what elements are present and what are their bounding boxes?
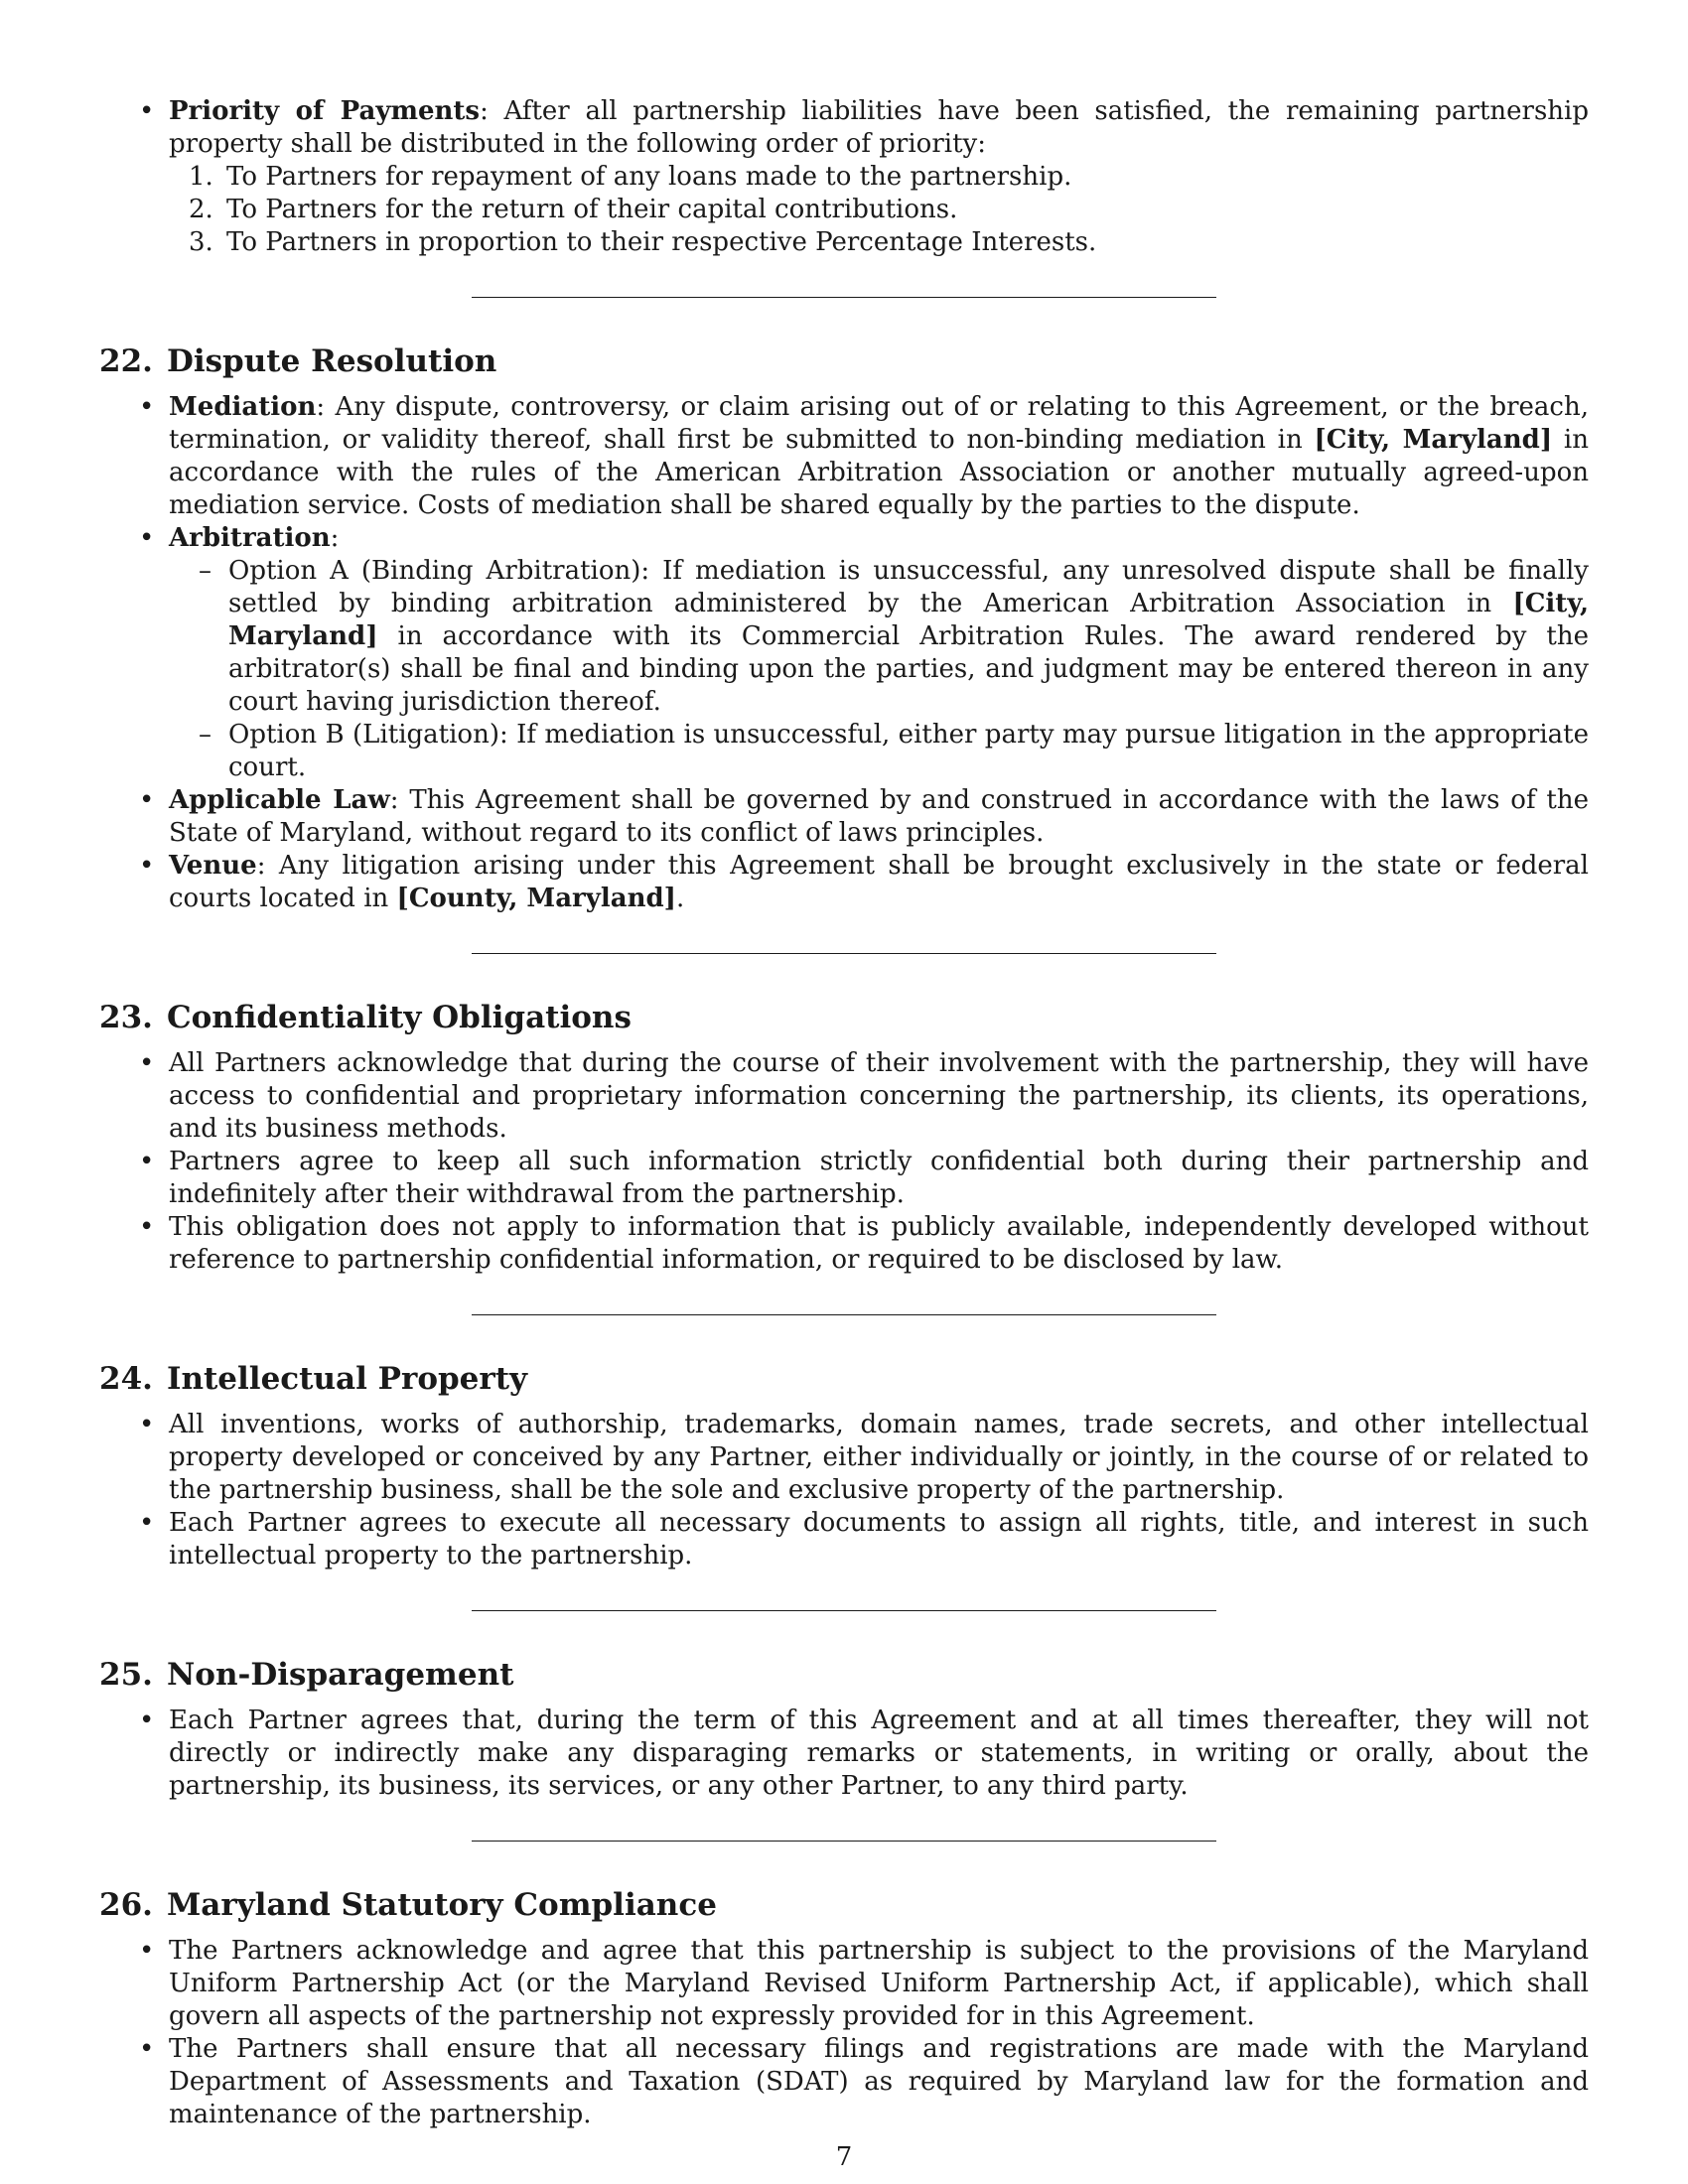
- section-25-list: [99, 1705, 1589, 1803]
- venue-text: : Any litigation arising under this Agreement shall be brought exclusively in the state or federal courts located in: [169, 851, 1589, 913]
- mediation-item: [99, 391, 1589, 522]
- option-a-text: Option A (Binding Arbitration): If mediation is unsuccessful, any unresolved dispute shall be finally settled by binding arbitration administered by the American Arbitration Association in: [228, 556, 1589, 618]
- section-25-heading: [99, 1655, 1589, 1695]
- section-number: 26.: [99, 1887, 153, 1923]
- list-item: • This obligation does not apply to information that is publicly available, independently developed without reference to partnership confidential information, or required to be disclosed by law.: [99, 1211, 1589, 1277]
- list-item: • All inventions, works of authorship, trademarks, domain names, trade secrets, and other intellectual property developed or conceived by any Partner, either individually or jointly, in the course of or related to the partnership business, shall be the sole and exclusive property of the partnership.: [99, 1409, 1589, 1507]
- section-title: Dispute Resolution: [166, 343, 497, 379]
- arbitration-item: [99, 522, 1589, 784]
- section-number: 25.: [99, 1657, 153, 1693]
- section-title: Intellectual Property: [166, 1361, 528, 1397]
- priority-text: : After all partnership liabilities have been satisfied, the remaining partnership property shall be distributed in the following order of priority:: [169, 96, 1590, 159]
- priority-order-item: [99, 161, 1589, 194]
- section-26-list: [99, 1935, 1589, 2131]
- city-placeholder: [City, Maryland]: [1314, 425, 1553, 455]
- applicable-law-item: [99, 784, 1589, 850]
- section-number: 22.: [99, 343, 153, 379]
- section-number: 23.: [99, 1000, 153, 1035]
- section-24-list: [99, 1409, 1589, 1572]
- venue-item: [99, 850, 1589, 915]
- section-title: Confidentiality Obligations: [166, 1000, 632, 1035]
- venue-text: .: [675, 884, 685, 913]
- arbitration-term: Arbitration: [169, 523, 331, 553]
- document-page: [99, 95, 1589, 2131]
- page-number: 7: [835, 2142, 853, 2172]
- section-number: 24.: [99, 1361, 153, 1397]
- section-24-heading: [99, 1359, 1589, 1399]
- section-title: Maryland Statutory Compliance: [166, 1887, 717, 1923]
- order-text: To Partners for repayment of any loans made to the partnership.: [226, 162, 1072, 192]
- list-item: • All Partners acknowledge that during the course of their involvement with the partnership, they will have access to confidential and proprietary information concerning the partnership, its clients, its operations, and its business methods.: [99, 1047, 1589, 1146]
- option-b: [99, 719, 1589, 784]
- priority-order-item: [99, 194, 1589, 226]
- priority-list: [99, 95, 1589, 161]
- order-text: To Partners for the return of their capital contributions.: [226, 195, 958, 224]
- option-a: [99, 555, 1589, 719]
- section-22-heading: [99, 341, 1589, 381]
- section-23-heading: [99, 998, 1589, 1037]
- section-divider: [472, 1314, 1216, 1315]
- arbitration-colon: :: [330, 523, 340, 553]
- section-23-list: [99, 1047, 1589, 1277]
- list-item: • Partners agree to keep all such information strictly confidential both during their partnership and indefinitely after their withdrawal from the partnership.: [99, 1146, 1589, 1211]
- priority-item: [99, 95, 1589, 161]
- section-divider: [472, 297, 1216, 298]
- option-b-text: Option B (Litigation): If mediation is unsuccessful, either party may pursue litigation in the appropriate court.: [228, 720, 1589, 782]
- option-a-text: in accordance with its Commercial Arbitration Rules. The award rendered by the arbitrator(s) shall be final and binding upon the parties, and judgment may be entered thereon in any court having jurisdiction thereof.: [228, 621, 1589, 717]
- order-number: 2.: [189, 195, 213, 224]
- order-text: To Partners in proportion to their respective Percentage Interests.: [226, 227, 1097, 257]
- priority-order-item: [99, 226, 1589, 259]
- section-divider: [472, 1610, 1216, 1611]
- law-text: : This Agreement shall be governed by and construed in accordance with the laws of the State of Maryland, without regard to its conflict of laws principles.: [169, 785, 1590, 848]
- mediation-text: in accordance with the rules of the American Arbitration Association or another mutually agreed-upon mediation service. Costs of mediation shall be shared equally by the parties to the dispute.: [169, 425, 1589, 520]
- priority-term: Priority of Payments: [169, 96, 481, 126]
- section-divider: [472, 1841, 1216, 1842]
- list-item: • Each Partner agrees that, during the term of this Agreement and at all times thereafter, they will not directly or indirectly make any disparaging remarks or statements, in writing or orally, about the partnership, its business, its services, or any other Partner, to any third party.: [99, 1705, 1589, 1803]
- law-term: Applicable Law: [169, 785, 390, 815]
- county-placeholder: [County, Maryland]: [396, 884, 676, 913]
- venue-term: Venue: [169, 851, 257, 881]
- list-item: • The Partners acknowledge and agree that this partnership is subject to the provisions of the Maryland Uniform Partnership Act (or the Maryland Revised Uniform Partnership Act, if applicable), which shall govern all aspects of the partnership not expressly provided for in this Agreement.: [99, 1935, 1589, 2033]
- section-divider: [472, 953, 1216, 954]
- priority-order-list: [99, 161, 1589, 259]
- section-title: Non-Disparagement: [166, 1657, 514, 1693]
- arbitration-options: [169, 555, 1589, 784]
- city-placeholder: [City, Maryland]: [228, 589, 1589, 651]
- list-item: • Each Partner agrees to execute all necessary documents to assign all rights, title, and interest in such intellectual property to the partnership.: [99, 1507, 1589, 1572]
- list-item: • The Partners shall ensure that all necessary filings and registrations are made with the Maryland Department of Assessments and Taxation (SDAT) as required by Maryland law for the formation and maintenance of the partnership.: [99, 2033, 1589, 2131]
- mediation-term: Mediation: [169, 392, 317, 422]
- order-number: 3.: [189, 227, 213, 257]
- mediation-text: : Any dispute, controversy, or claim arising out of or relating to this Agreement, or the breach, termination, or validity thereof, shall first be submitted to non-binding mediation in: [169, 392, 1589, 455]
- order-number: 1.: [189, 162, 213, 192]
- section-22-list: [99, 391, 1589, 915]
- section-26-heading: [99, 1885, 1589, 1925]
